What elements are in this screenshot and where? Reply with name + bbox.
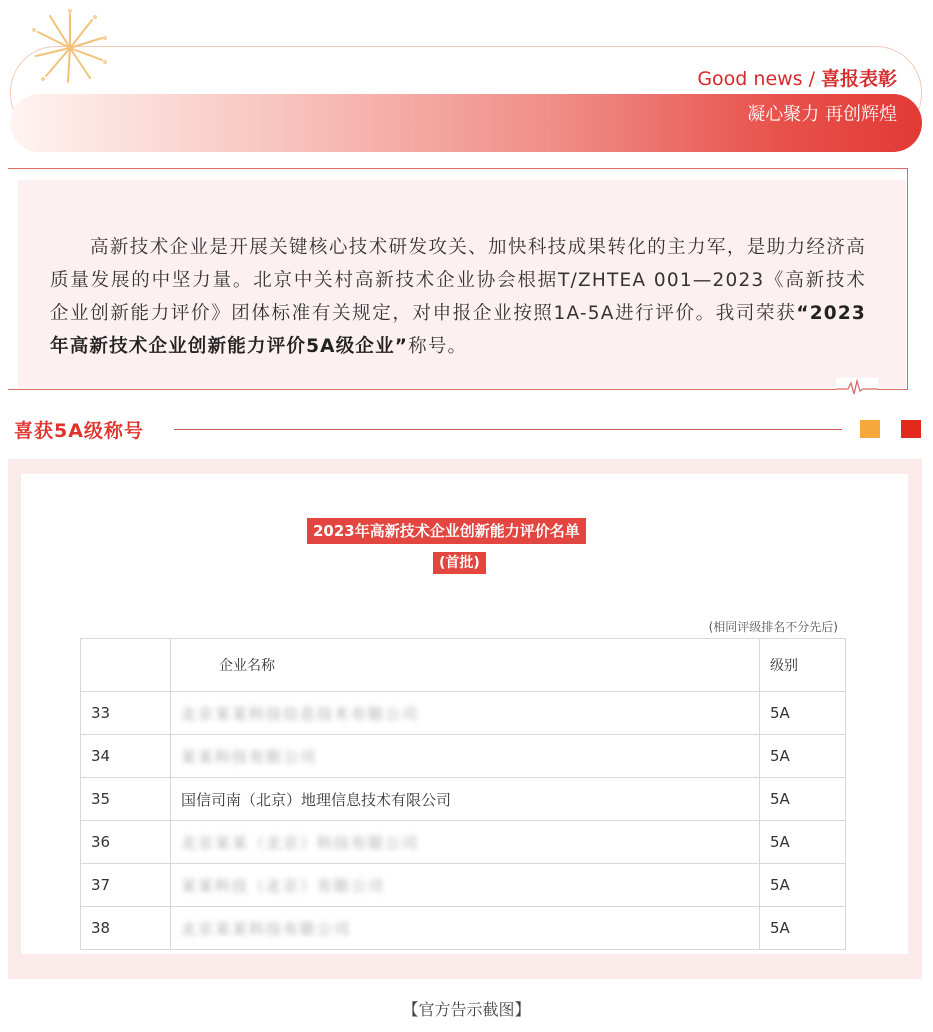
- row-company-name: [171, 864, 760, 907]
- good-news-label: Good news: [697, 68, 803, 90]
- table-row: [81, 692, 846, 735]
- intro-frame-bottom: [8, 389, 908, 390]
- official-notice-screenshot: [21, 474, 908, 954]
- section-title: 喜获5A级称号: [14, 420, 144, 442]
- row-number: 38: [81, 907, 171, 950]
- column-header-name: 企业名称: [171, 639, 760, 692]
- table-row: [81, 907, 846, 950]
- document-subtitle: (首批): [433, 552, 486, 574]
- heading-title: 喜报表彰: [820, 68, 897, 90]
- row-company-name: [171, 735, 760, 778]
- blurred-company-name: 北京某某科技有限公司: [181, 919, 352, 938]
- row-level: 5A: [760, 821, 846, 864]
- section-divider: [174, 429, 842, 430]
- intro-frame-top: [8, 168, 908, 169]
- intro-text: 高新技术企业是开展关键核心技术研发攻关、加快科技成果转化的主力军，是助力经济高质量发展的中坚力量。北京中关村高新技术企业协会根据T/ZHTEA 001—2023《高新技术企业创新能力评价》团体标准有关规定，对申报企业按照1A-5A进行评价。我司荣获: [50, 236, 866, 324]
- table-row: [81, 735, 846, 778]
- banner-subtitle: 凝心聚力 再创辉煌: [747, 104, 897, 125]
- row-company-name: [171, 778, 760, 821]
- row-level: 5A: [760, 907, 846, 950]
- company-list-table: [80, 638, 846, 950]
- table-body: [81, 692, 846, 950]
- table-row: [81, 778, 846, 821]
- blurred-company-name: 某某科技（北京）有限公司: [181, 876, 386, 895]
- blurred-company-name: 北京某某科技信息技术有限公司: [181, 704, 420, 723]
- table-header-row: [81, 639, 846, 692]
- row-company-name: [171, 692, 760, 735]
- firework-icon: [30, 8, 110, 88]
- intro-text-end: 称号。: [408, 335, 468, 357]
- intro-paragraph: [50, 231, 866, 363]
- orange-square-icon: [860, 420, 880, 438]
- company-name: 国信司南（北京）地理信息技术有限公司: [181, 790, 452, 809]
- row-level: 5A: [760, 778, 846, 821]
- intro-frame-right: [907, 168, 908, 390]
- row-company-name: [171, 907, 760, 950]
- row-level: 5A: [760, 692, 846, 735]
- row-number: 33: [81, 692, 171, 735]
- red-square-icon: [901, 420, 921, 438]
- column-header-level: 级别: [760, 639, 846, 692]
- good-news-heading: [697, 64, 897, 91]
- heading-separator: /: [808, 68, 815, 90]
- row-company-name: [171, 821, 760, 864]
- row-number: 36: [81, 821, 171, 864]
- row-number: 34: [81, 735, 171, 778]
- blurred-company-name: 某某科技有限公司: [181, 747, 318, 766]
- row-level: 5A: [760, 735, 846, 778]
- row-number: 37: [81, 864, 171, 907]
- image-caption: 【官方告示截图】: [402, 1000, 531, 1019]
- table-row: [81, 864, 846, 907]
- heartbeat-icon: [836, 378, 878, 398]
- document-title: 2023年高新技术企业创新能力评价名单: [307, 518, 586, 544]
- blurred-company-name: 北京某某（北京）科技有限公司: [181, 833, 420, 852]
- row-level: 5A: [760, 864, 846, 907]
- header-banner: [0, 0, 933, 160]
- table-row: [81, 821, 846, 864]
- column-header-index: [81, 639, 171, 692]
- document-note: (相同评级排名不分先后): [708, 620, 838, 634]
- row-number: 35: [81, 778, 171, 821]
- intro-award-title: “2023年高新技术企业创新能力评价5A级企业”: [50, 302, 866, 357]
